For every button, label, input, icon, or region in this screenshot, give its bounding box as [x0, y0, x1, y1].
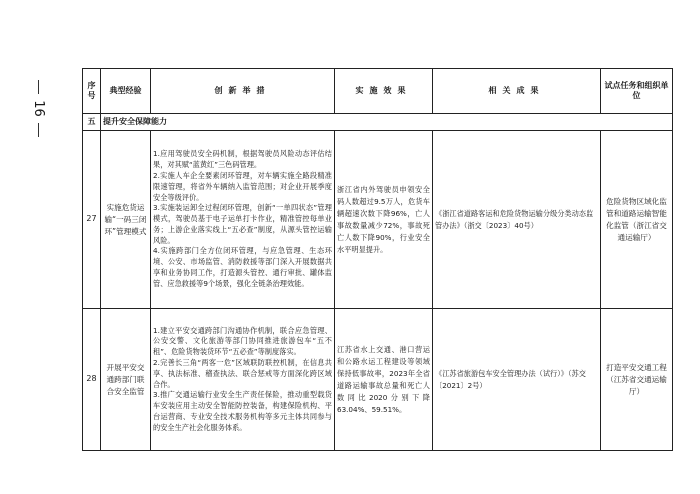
header-index: 序号: [83, 69, 101, 114]
header-pilot: 试点任务和组织单位: [601, 69, 673, 114]
page-number-dash-bottom: [38, 123, 39, 137]
row-effect: 浙江省内外驾驶员申领安全码人数超过9.5万人，危货车辆超速次数下降96%，亡人事故数量减少72%，事故死亡人数下降90%，行业安全水平明显提升。: [335, 131, 433, 309]
section-index: 五: [83, 114, 101, 131]
table-row: [83, 309, 673, 451]
row-index: 27: [83, 131, 101, 309]
measure-item: 1.应用驾驶员安全码机制，根据驾驶员风险动态评估结果，对其赋“蓝黄红”三色码管理。: [153, 149, 332, 170]
page-number-text: 16: [30, 100, 46, 117]
page-number-dash-top: [38, 80, 39, 94]
row-pilot: 打造平安交通工程（江苏省交通运输厅）: [601, 309, 673, 451]
row-measures: [151, 131, 335, 309]
table-row: [83, 131, 673, 309]
measure-item: 4.实施跨部门全方位闭环管理，与应急管理、生态环境、公安、市场监管、消防救援等部门深入开展数据共享和业务协同工作，打造源头管控、通行审批、罐体监管、应急救援等9个场景，强化全链条治理效能。: [153, 246, 332, 288]
measure-item: 3.推广交通运输行业安全生产责任保险，推动重型载货车安装应用主动安全智能防控装备，构建保险机构、平台运营商、专业安全技术服务机构等多元主体共同参与的安全生产社会化服务体系。: [153, 390, 332, 432]
row-measures: [151, 309, 335, 451]
row-pilot: 危险货物区域化监管和道路运输智能化监管（浙江省交通运输厅）: [601, 131, 673, 309]
row-index: 28: [83, 309, 101, 451]
page-number: [30, 80, 46, 137]
row-experience: 实施危货运输“一码三闭环”管理模式: [101, 131, 151, 309]
row-result: 《浙江省道路客运和危险货物运输分级分类动态监管办法》（浙交〔2023〕40号）: [433, 131, 601, 309]
measure-item: 2.完善长三角“两客一危”区域联防联控机制，在信息共享、执法标准、稽查执法、联合惩戒等方面深化跨区域合作。: [153, 357, 332, 389]
table-header-row: [83, 69, 673, 114]
row-effect: 江苏省水上交通、港口营运和公路水运工程建设等领域保持低事故率，2023年全省道路运输事故总量和死亡人数同比2020分别下降63.04%、59.51%。: [335, 309, 433, 451]
row-experience: 开展平安交通跨部门联合安全监管: [101, 309, 151, 451]
measure-item: 2.实施人车企全要素闭环管理，对车辆实施全路段精准限速管理，将省外车辆纳入监管范围；对企业开展季度安全等级评价。: [153, 170, 332, 202]
header-measures: 创新举措: [151, 69, 335, 114]
measure-item: 1.建立平安交通跨部门沟通协作机制，联合应急管理、公安交警、文化旅游等部门协同推进旅游包车“五不租”、危险货物装货环节“五必查”等制度落实。: [153, 325, 332, 357]
section-title: 提升安全保障能力: [101, 114, 673, 131]
header-experience: 典型经验: [101, 69, 151, 114]
header-result: 相关成果: [433, 69, 601, 114]
section-row: [83, 114, 673, 131]
row-result: 《江苏省旅游包车安全管理办法（试行）》（苏交〔2021〕2号）: [433, 309, 601, 451]
header-effect: 实施效果: [335, 69, 433, 114]
measure-item: 3.实施装运卸全过程闭环管理，创新“一单四状态”管理模式，驾驶员基于电子运单打卡作业，精准管控每单业务；上游企业落实线上“五必查”制度，从源头管控运输风险。: [153, 203, 332, 245]
experience-table: [82, 68, 673, 451]
